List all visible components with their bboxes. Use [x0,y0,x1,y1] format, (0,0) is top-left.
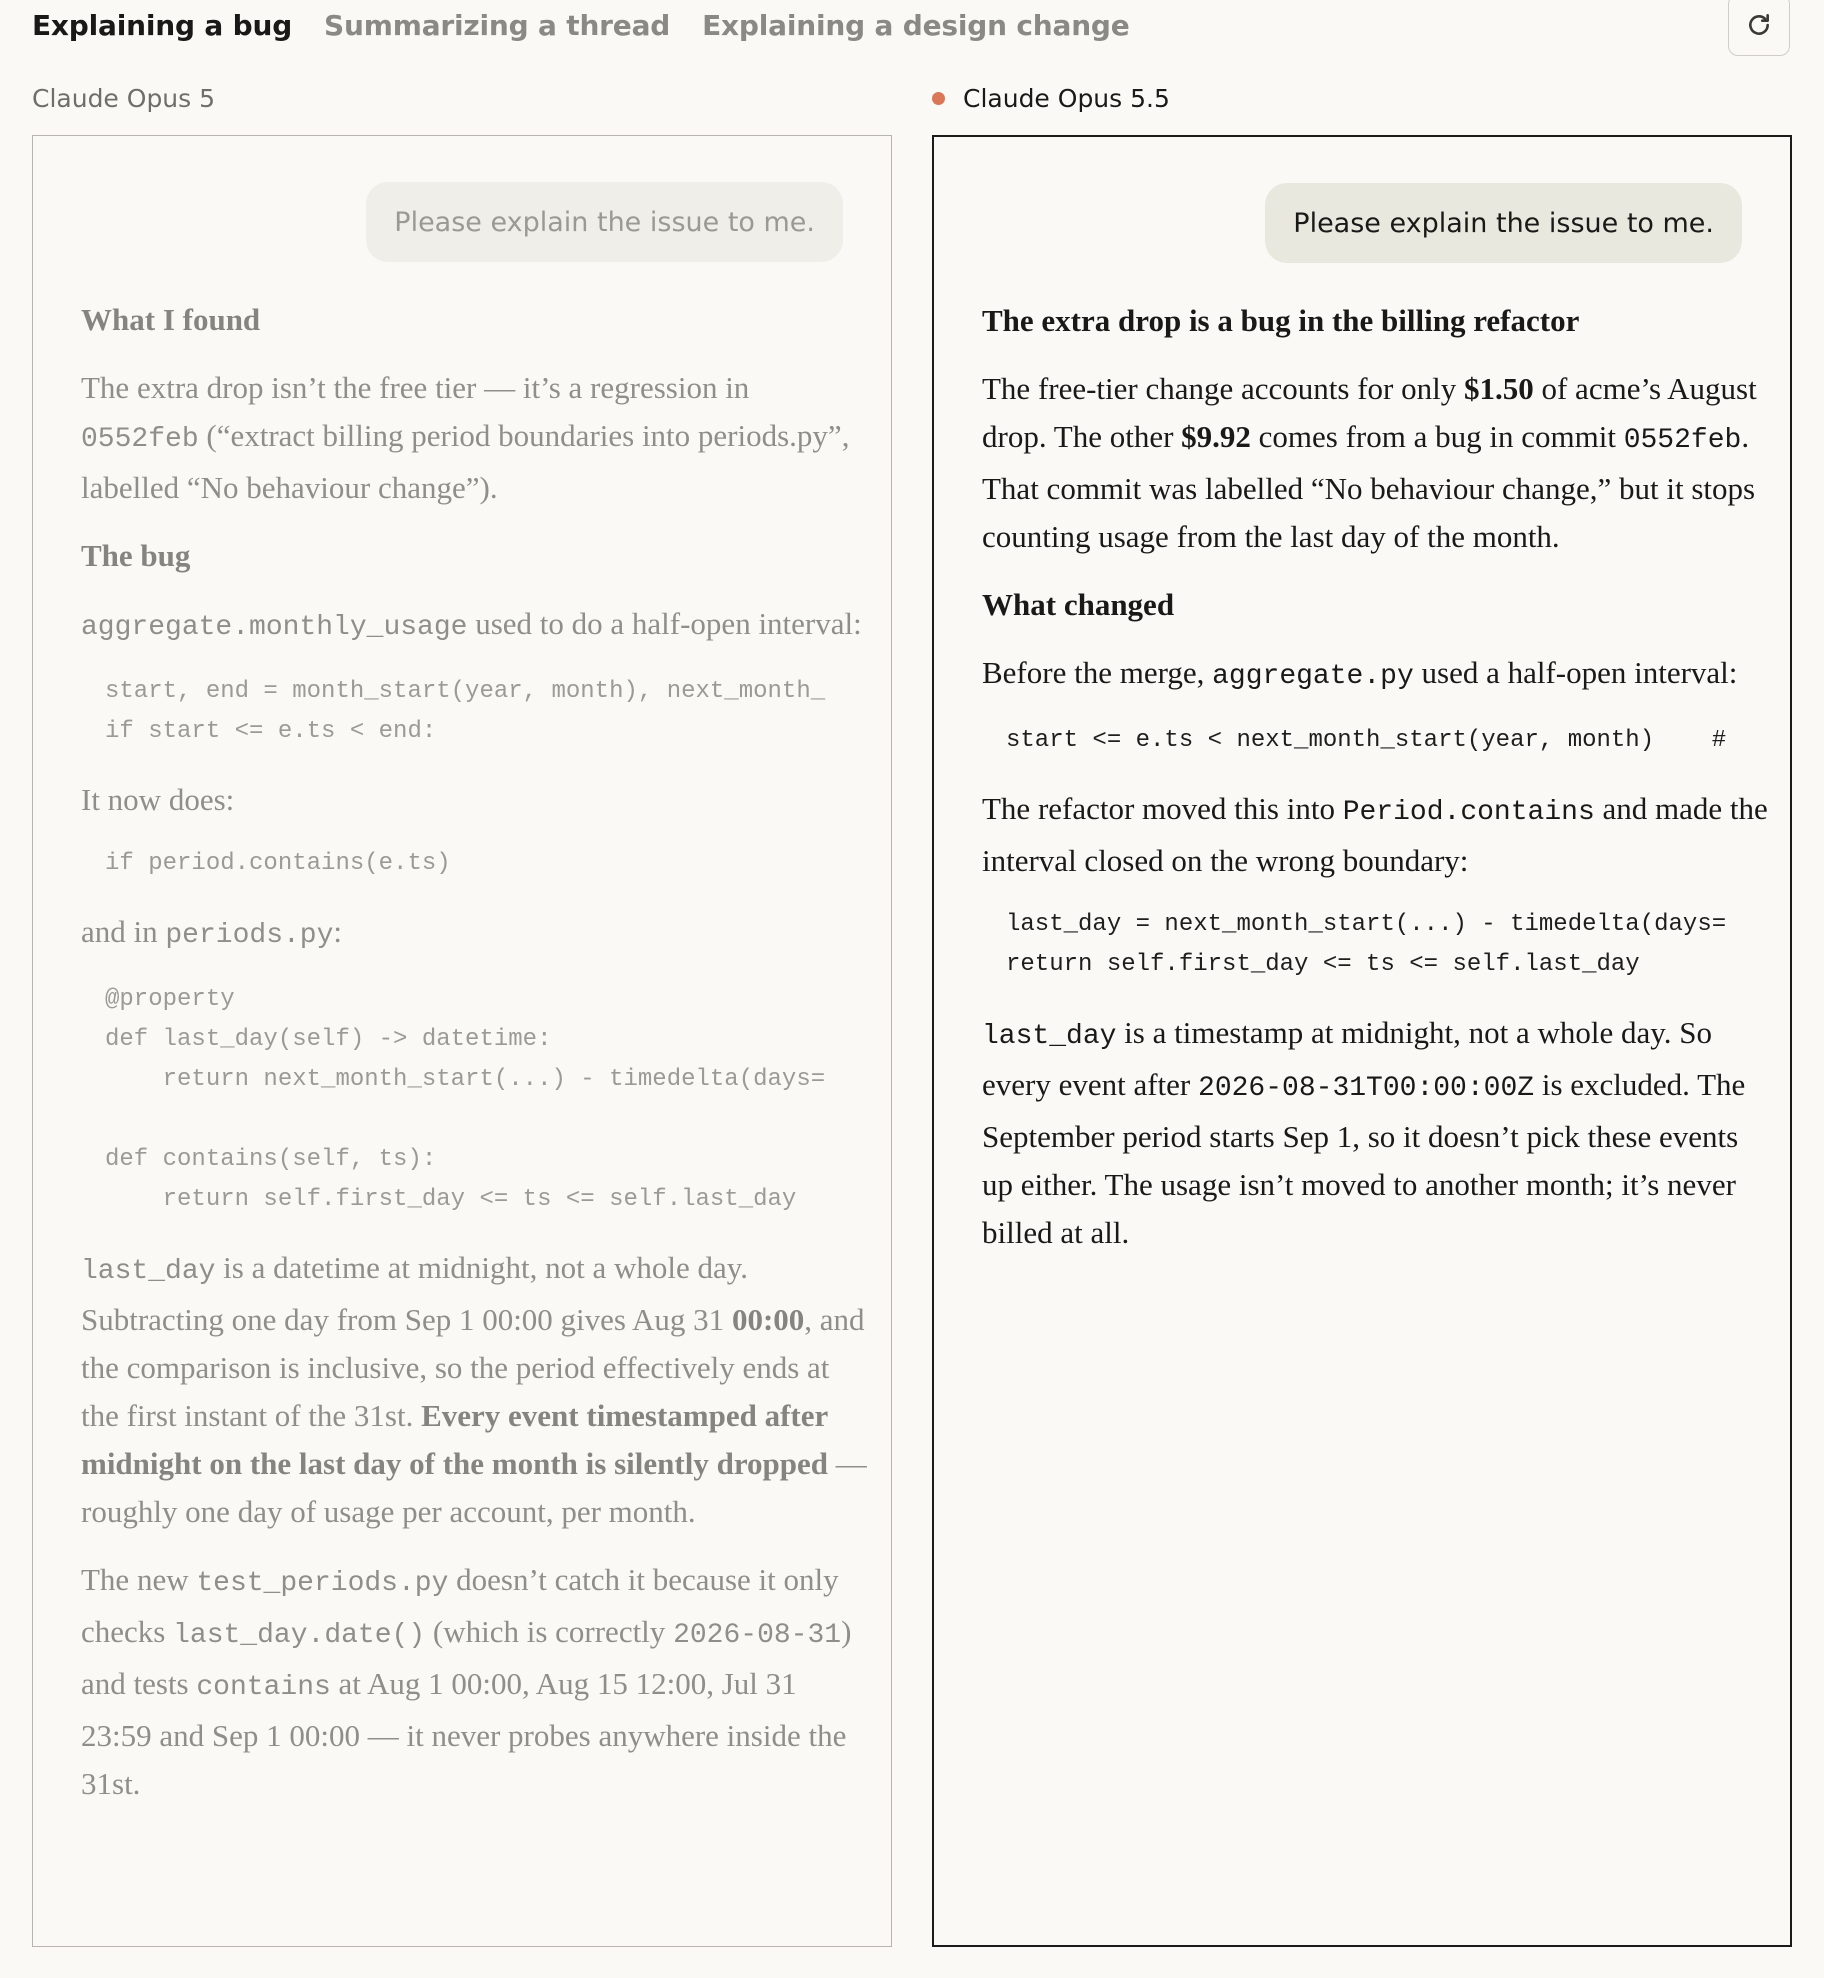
paragraph-periods: and in periods.py: [81,914,343,951]
paragraph-summary: The free-tier change accounts for only $1.50 of acme’s August drop. The other $9.92 comes from a bug in commit 0552feb. That commit was labelled “No behaviour change,” but it stops counting usage from the last day of the month. [982,371,1757,554]
paragraph-found: The extra drop isn’t the free tier — it’s a regression in 0552feb (“extract billing period boundaries into periods.py”, labelled “No behaviour change”). [81,370,850,505]
example-tabs [32,0,1130,50]
response-body [982,297,1772,1277]
tab-explaining-a-bug[interactable]: Explaining a bug [32,8,293,42]
heading-billing-refactor: The extra drop is a bug in the billing refactor [982,303,1580,338]
paragraph-refactor: The refactor moved this into Period.contains and made the interval closed on the wrong boundary: [982,791,1768,878]
code-block-periods: @property def last_day(self) -> datetime: return next_month_start(...) - timedelta(days= def contains(self, ts): return self.first_day <= ts <= self.last_day [105,986,826,1213]
heading-the-bug: The bug [81,538,191,573]
tab-summarizing-a-thread[interactable]: Summarizing a thread [324,8,671,42]
refresh-button[interactable] [1728,0,1790,56]
selected-dot-icon [932,92,945,105]
paragraph-bug: aggregate.monthly_usage used to do a half-open interval: [81,606,862,643]
heading-what-changed: What changed [982,587,1175,622]
heading-what-i-found: What I found [81,302,261,337]
response-panel-right [932,135,1792,1947]
code-block-before: start <= e.ts < next_month_start(year, month) # [1006,727,1727,754]
paragraph-before: Before the merge, aggregate.py used a half-open interval: [982,655,1738,692]
code-block-new: if period.contains(e.ts) [105,850,451,877]
response-body [81,296,871,1828]
paragraph-explanation: last_day is a datetime at midnight, not a whole day. Subtracting one day from Sep 1 00:00 gives Aug 31 00:00, and the comparison is inclusive, so the period effectively ends at the first instant of the 31st. Every event timestamped after midnight on the last day of the month is silently dropped — roughly one day of usage per account, per month. [81,1250,867,1529]
model-name-right: Claude Opus 5.5 [963,84,1170,113]
tab-explaining-a-design-change[interactable]: Explaining a design change [702,8,1130,42]
user-prompt-bubble: Please explain the issue to me. [366,182,843,262]
model-label-left: Claude Opus 5 [32,84,216,113]
user-prompt-bubble: Please explain the issue to me. [1265,183,1742,263]
model-label-right [932,84,1170,113]
code-block-after: last_day = next_month_start(...) - timedelta(days= return self.first_day <= ts <= self.last_day [1006,911,1727,978]
refresh-icon [1746,12,1772,38]
paragraph-now: It now does: [81,782,235,817]
paragraph-tests: The new test_periods.py doesn’t catch it because it only checks last_day.date() (which is correctly 2026-08-31) and tests contains at Aug 1 00:00, Aug 15 12:00, Jul 31 23:59 and Sep 1 00:00 — it never probes anywhere inside the 31st. [81,1562,852,1801]
paragraph-explanation: last_day is a timestamp at midnight, not a whole day. So every event after 2026-08-31T00:00:00Z is excluded. The September period starts Sep 1, so it doesn’t pick these events up either. The usage isn’t moved to another month; it’s never billed at all. [982,1015,1746,1250]
response-panel-left [32,135,892,1947]
code-block-old: start, end = month_start(year, month), next_month_ if start <= e.ts < end: [105,678,826,745]
